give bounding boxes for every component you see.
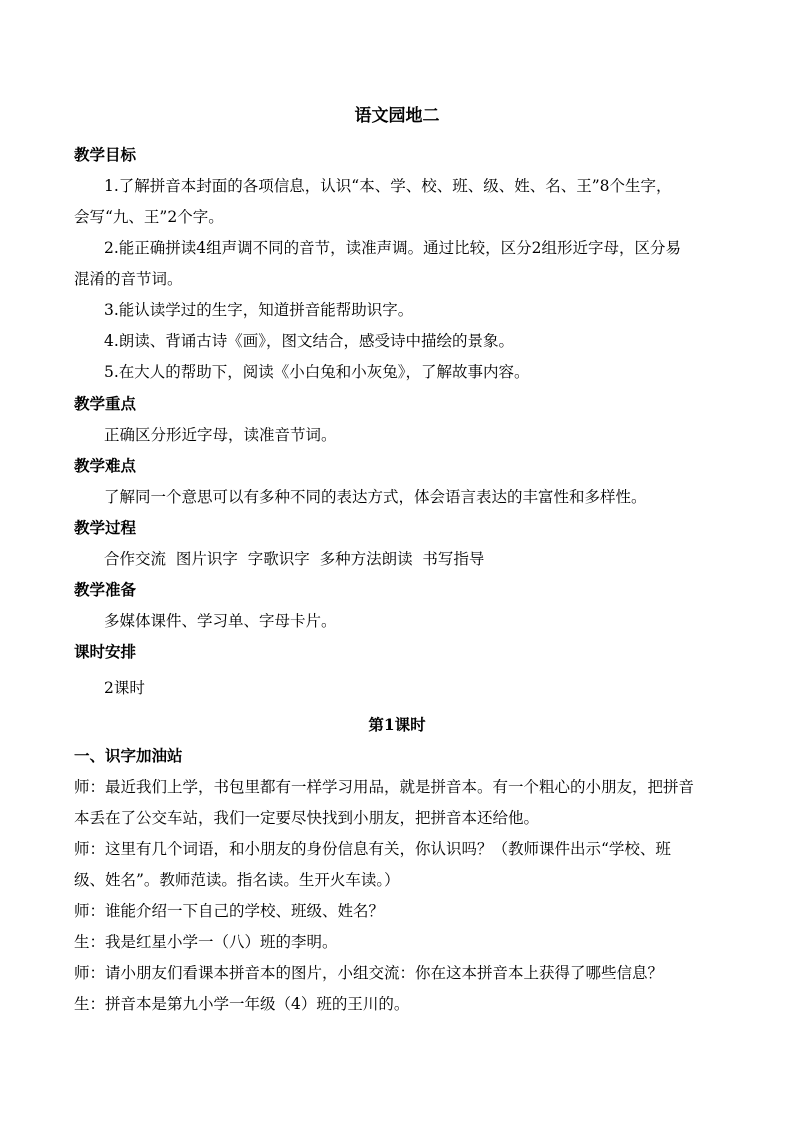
goal-line: 1.了解拼音本封面的各项信息，认识“本、学、校、班、级、姓、名、王”8个生字， bbox=[104, 177, 672, 195]
dialogue-line: 生：我是红星小学一（八）班的李明。 bbox=[74, 933, 338, 951]
dialogue-line: 师：请小朋友们看课本拼音本的图片，小组交流：你在这本拼音本上获得了哪些信息？ bbox=[74, 964, 664, 982]
lesson-title: 第1课时 bbox=[368, 715, 426, 734]
focus-text: 正确区分形近字母，读准音节词。 bbox=[104, 426, 337, 444]
goal-line: 4.朗读、背诵古诗《画》，图文结合，感受诗中描绘的景象。 bbox=[104, 332, 515, 350]
goal-line: 混淆的音节词。 bbox=[74, 270, 183, 288]
dialogue-line: 生：拼音本是第九小学一年级（4）班的王川的。 bbox=[74, 995, 410, 1013]
goal-line: 3.能认读学过的生字，知道拼音能帮助识字。 bbox=[104, 301, 414, 319]
dialogue-line: 师：谁能介绍一下自己的学校、班级、姓名？ bbox=[74, 902, 385, 920]
focus-heading: 教学重点 bbox=[74, 394, 137, 413]
difficulty-heading: 教学难点 bbox=[74, 456, 137, 475]
prep-text: 多媒体课件、学习单、字母卡片。 bbox=[104, 612, 337, 630]
goal-line: 会写“九、王”2个字。 bbox=[74, 208, 224, 226]
process-heading: 教学过程 bbox=[74, 518, 137, 537]
part1-heading: 一、识字加油站 bbox=[74, 746, 183, 765]
schedule-text: 2课时 bbox=[104, 679, 145, 697]
process-text: 合作交流 图片识字 字歌识字 多种方法朗读 书写指导 bbox=[104, 550, 485, 568]
document-title: 语文园地二 bbox=[354, 106, 440, 126]
dialogue-line: 级、姓名”。教师范读。指名读。生开火车读。） bbox=[74, 871, 400, 889]
goal-line: 5.在大人的帮助下，阅读《小白兔和小灰兔》，了解故事内容。 bbox=[104, 363, 530, 381]
dialogue-line: 师：这里有几个词语，和小朋友的身份信息有关，你认识吗？（教师课件出示“学校、班 bbox=[74, 840, 671, 858]
schedule-heading: 课时安排 bbox=[74, 642, 137, 661]
prep-heading: 教学准备 bbox=[74, 580, 137, 599]
goal-line: 2.能正确拼读4组声调不同的音节，读准声调。通过比较，区分2组形近字母，区分易 bbox=[104, 239, 682, 257]
goals-heading: 教学目标 bbox=[74, 145, 137, 164]
difficulty-text: 了解同一个意思可以有多种不同的表达方式，体会语言表达的丰富性和多样性。 bbox=[104, 488, 647, 506]
dialogue-line: 师：最近我们上学，书包里都有一样学习用品，就是拼音本。有一个粗心的小朋友，把拼音 bbox=[74, 778, 695, 796]
dialogue-line: 本丢在了公交车站，我们一定要尽快找到小朋友，把拼音本还给他。 bbox=[74, 809, 540, 827]
